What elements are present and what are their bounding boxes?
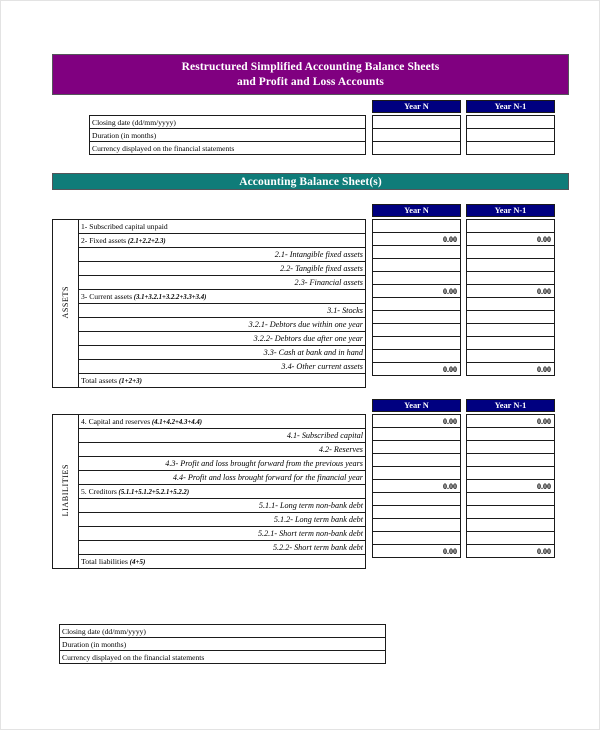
table-row — [373, 116, 461, 129]
table-row — [467, 259, 555, 272]
table-row — [373, 506, 461, 519]
assets-value-year-n-4[interactable] — [373, 272, 461, 285]
liabilities-values-year-n-body — [373, 415, 461, 558]
liabilities-row-label-4: 4.4- Profit and loss brought forward for the financial year — [79, 471, 366, 485]
assets-column-header-year-n-1: Year N-1 — [466, 204, 555, 217]
table-row — [60, 651, 386, 664]
table-row — [373, 324, 461, 337]
table-row — [53, 527, 366, 541]
liabilities-row-formula-5: (5.1.1+5.1.2+5.2.1+5.2.2) — [116, 489, 190, 496]
assets-value-year-n-1[interactable]: 0.00 — [373, 233, 461, 246]
liabilities-value-year-n-4[interactable] — [373, 467, 461, 480]
table-row — [53, 234, 366, 248]
liabilities-value-year-n-2[interactable] — [373, 441, 461, 454]
assets-values-year-n-1-body — [467, 220, 555, 376]
table-row — [467, 532, 555, 545]
table-row — [467, 324, 555, 337]
assets-value-year-n-1-1[interactable]: 0.00 — [467, 233, 555, 246]
meta-bottom-row-label-0: Closing date (dd/mm/yyyy) — [60, 625, 386, 638]
table-row — [467, 467, 555, 480]
table-row — [53, 429, 366, 443]
meta-table-bottom-body — [60, 625, 386, 664]
table-row — [90, 116, 366, 129]
liabilities-value-year-n-1-9[interactable] — [467, 532, 555, 545]
assets-table — [52, 219, 366, 388]
table-row — [373, 129, 461, 142]
document-title-banner — [52, 54, 569, 95]
table-row — [467, 311, 555, 324]
liabilities-value-year-n-0[interactable]: 0.00 — [373, 415, 461, 428]
table-row — [467, 545, 555, 558]
assets-value-year-n-7[interactable] — [373, 311, 461, 324]
table-row — [373, 545, 461, 558]
assets-row-label-10: 3.4- Other current assets — [79, 360, 366, 374]
table-row — [53, 346, 366, 360]
table-row — [53, 318, 366, 332]
table-row — [467, 298, 555, 311]
table-row — [467, 246, 555, 259]
section-heading-banner: Accounting Balance Sheet(s) — [52, 173, 569, 190]
assets-value-year-n-1-0[interactable] — [467, 220, 555, 233]
liabilities-row-label-2: 4.2- Reserves — [79, 443, 366, 457]
liabilities-table-body — [53, 415, 366, 569]
assets-row-label-4: 2.3- Financial assets — [79, 276, 366, 290]
table-row — [373, 532, 461, 545]
table-row — [53, 290, 366, 304]
table-row — [467, 142, 555, 155]
table-row — [467, 337, 555, 350]
table-row — [373, 441, 461, 454]
table-row — [467, 129, 555, 142]
table-row — [373, 311, 461, 324]
table-row — [53, 513, 366, 527]
table-row — [53, 457, 366, 471]
assets-value-year-n-1-11[interactable]: 0.00 — [467, 363, 555, 376]
year-header-row-assets — [372, 204, 555, 217]
meta-value-year-n-1-cell-0[interactable] — [467, 116, 555, 129]
meta-values-year-n[interactable] — [372, 115, 461, 155]
meta-values-year-n-1-body — [467, 116, 555, 155]
year-header-row-liabilities — [372, 399, 555, 412]
table-row — [53, 443, 366, 457]
table-row — [53, 374, 366, 388]
table-row — [467, 506, 555, 519]
table-row — [373, 233, 461, 246]
meta-row-label-1: Duration (in months) — [90, 129, 366, 142]
meta-bottom-row-label-1: Duration (in months) — [60, 638, 386, 651]
liabilities-column-header-year-n: Year N — [372, 399, 461, 412]
table-row — [373, 428, 461, 441]
table-row — [53, 262, 366, 276]
liabilities-row-label-5: 5. Creditors (5.1.1+5.1.2+5.2.1+5.2.2) — [79, 485, 366, 499]
liabilities-row-label-10: Total liabilities (4+5) — [79, 555, 366, 569]
meta-value-year-n-1-cell-2[interactable] — [467, 142, 555, 155]
table-row — [467, 233, 555, 246]
meta-row-label-2: Currency displayed on the financial statements — [90, 142, 366, 155]
meta-value-year-n-cell-1[interactable] — [373, 129, 461, 142]
column-header-year-n-1: Year N-1 — [466, 100, 555, 113]
table-row — [373, 259, 461, 272]
document-title-line2: and Profit and Loss Accounts — [236, 75, 384, 88]
assets-row-label-9: 3.3- Cash at bank and in hand — [79, 346, 366, 360]
assets-value-year-n-1-7[interactable] — [467, 311, 555, 324]
liabilities-value-year-n-1-10[interactable]: 0.00 — [467, 545, 555, 558]
assets-row-formula-5: (3.1+3.2.1+3.2.2+3.3+3.4) — [132, 294, 207, 301]
assets-row-formula-1: (2.1+2.2+2.3) — [126, 238, 166, 245]
year-header-row-top — [372, 100, 555, 113]
assets-value-year-n-1-8[interactable] — [467, 324, 555, 337]
assets-values-year-n[interactable] — [372, 219, 461, 376]
table-row — [53, 276, 366, 290]
assets-table-body — [53, 220, 366, 388]
table-row — [53, 555, 366, 569]
table-row — [90, 142, 366, 155]
table-row — [373, 480, 461, 493]
table-row — [467, 519, 555, 532]
assets-value-year-n-5[interactable]: 0.00 — [373, 285, 461, 298]
meta-bottom-row-label-2: Currency displayed on the financial statements — [60, 651, 386, 664]
table-row — [373, 337, 461, 350]
document-title-line1: Restructured Simplified Accounting Balance Sheets — [181, 61, 440, 73]
liabilities-value-year-n-3[interactable] — [373, 454, 461, 467]
assets-value-year-n-11[interactable]: 0.00 — [373, 363, 461, 376]
table-row — [467, 285, 555, 298]
liabilities-value-year-n-9[interactable] — [373, 532, 461, 545]
assets-row-label-0: 1- Subscribed capital unpaid — [79, 220, 366, 234]
liabilities-value-year-n-1[interactable] — [373, 428, 461, 441]
liabilities-value-year-n-1-1[interactable] — [467, 428, 555, 441]
table-row — [467, 415, 555, 428]
meta-value-year-n-cell-2[interactable] — [373, 142, 461, 155]
table-row — [467, 428, 555, 441]
meta-table-bottom — [59, 624, 386, 664]
meta-value-year-n-1-cell-1[interactable] — [467, 129, 555, 142]
liabilities-table — [52, 414, 366, 569]
assets-value-year-n-1-3[interactable] — [467, 259, 555, 272]
liabilities-values-year-n[interactable] — [372, 414, 461, 558]
meta-values-year-n-1[interactable] — [466, 115, 555, 155]
liabilities-row-label-7: 5.1.2- Long term bank debt — [79, 513, 366, 527]
table-row — [467, 454, 555, 467]
assets-value-year-n-3[interactable] — [373, 259, 461, 272]
assets-side-label — [53, 220, 79, 388]
liabilities-value-year-n-1-0[interactable]: 0.00 — [467, 415, 555, 428]
table-row — [373, 363, 461, 376]
assets-values-year-n-body — [373, 220, 461, 376]
table-row — [373, 454, 461, 467]
table-row — [467, 350, 555, 363]
assets-row-label-11: Total assets (1+2+3) — [79, 374, 366, 388]
liabilities-values-year-n-1-body — [467, 415, 555, 558]
assets-value-year-n-1-4[interactable] — [467, 272, 555, 285]
meta-row-label-0: Closing date (dd/mm/yyyy) — [90, 116, 366, 129]
table-row — [373, 272, 461, 285]
assets-value-year-n-10[interactable] — [373, 350, 461, 363]
table-row — [467, 272, 555, 285]
table-row — [53, 541, 366, 555]
meta-table-top — [89, 115, 366, 155]
liabilities-row-label-3: 4.3- Profit and loss brought forward from the previous years — [79, 457, 366, 471]
assets-value-year-n-1-6[interactable] — [467, 298, 555, 311]
table-row — [53, 332, 366, 346]
liabilities-value-year-n-10[interactable]: 0.00 — [373, 545, 461, 558]
assets-row-label-2: 2.1- Intangible fixed assets — [79, 248, 366, 262]
liabilities-row-label-8: 5.2.1- Short term non-bank debt — [79, 527, 366, 541]
liabilities-side-label — [53, 415, 79, 569]
liabilities-values-year-n-1[interactable] — [466, 414, 555, 558]
table-row — [467, 116, 555, 129]
liabilities-value-year-n-7[interactable] — [373, 506, 461, 519]
liabilities-row-formula-0: (4.1+4.2+4.3+4.4) — [150, 419, 203, 426]
liabilities-value-year-n-6[interactable] — [373, 493, 461, 506]
liabilities-value-year-n-1-6[interactable] — [467, 493, 555, 506]
table-row — [373, 246, 461, 259]
table-row — [60, 638, 386, 651]
table-row — [53, 360, 366, 374]
assets-row-formula-11: (1+2+3) — [117, 377, 142, 385]
assets-value-year-n-9[interactable] — [373, 337, 461, 350]
liabilities-value-year-n-1-5[interactable]: 0.00 — [467, 480, 555, 493]
table-row — [467, 441, 555, 454]
liabilities-row-label-0: 4. Capital and reserves (4.1+4.2+4.3+4.4) — [79, 415, 366, 429]
liabilities-value-year-n-8[interactable] — [373, 519, 461, 532]
table-row — [373, 220, 461, 233]
table-row — [373, 415, 461, 428]
meta-value-year-n-cell-0[interactable] — [373, 116, 461, 129]
assets-column-header-year-n: Year N — [372, 204, 461, 217]
meta-values-year-n-body — [373, 116, 461, 155]
assets-row-label-8: 3.2.2- Debtors due after one year — [79, 332, 366, 346]
assets-row-label-1: 2- Fixed assets (2.1+2.2+2.3) — [79, 234, 366, 248]
assets-value-year-n-1-10[interactable] — [467, 350, 555, 363]
assets-value-year-n-1-5[interactable]: 0.00 — [467, 285, 555, 298]
liabilities-value-year-n-1-2[interactable] — [467, 441, 555, 454]
assets-row-label-3: 2.2- Tangible fixed assets — [79, 262, 366, 276]
assets-value-year-n-1-2[interactable] — [467, 246, 555, 259]
table-row — [60, 625, 386, 638]
liabilities-value-year-n-5[interactable]: 0.00 — [373, 480, 461, 493]
assets-row-label-6: 3.1- Stocks — [79, 304, 366, 318]
assets-row-label-7: 3.2.1- Debtors due within one year — [79, 318, 366, 332]
liabilities-row-label-6: 5.1.1- Long term non-bank debt — [79, 499, 366, 513]
assets-value-year-n-2[interactable] — [373, 246, 461, 259]
liabilities-value-year-n-1-7[interactable] — [467, 506, 555, 519]
table-row — [373, 285, 461, 298]
table-row — [373, 142, 461, 155]
table-row — [53, 471, 366, 485]
column-header-year-n: Year N — [372, 100, 461, 113]
liabilities-row-label-9: 5.2.2- Short term bank debt — [79, 541, 366, 555]
table-row — [53, 220, 366, 234]
table-row — [53, 415, 366, 429]
table-row — [53, 248, 366, 262]
table-row — [373, 519, 461, 532]
table-row — [373, 493, 461, 506]
liabilities-row-label-1: 4.1- Subscribed capital — [79, 429, 366, 443]
table-row — [90, 129, 366, 142]
table-row — [373, 350, 461, 363]
table-row — [53, 304, 366, 318]
assets-row-label-5: 3- Current assets (3.1+3.2.1+3.2.2+3.3+3.4) — [79, 290, 366, 304]
table-row — [467, 493, 555, 506]
meta-table-top-body — [90, 116, 366, 155]
assets-side-label-text: ASSETS — [61, 286, 70, 319]
liabilities-value-year-n-1-4[interactable] — [467, 467, 555, 480]
liabilities-side-label-text: LIABILITIES — [61, 464, 70, 517]
table-row — [467, 480, 555, 493]
liabilities-value-year-n-1-8[interactable] — [467, 519, 555, 532]
table-row — [373, 298, 461, 311]
table-row — [53, 485, 366, 499]
table-row — [467, 363, 555, 376]
table-row — [467, 220, 555, 233]
table-row — [53, 499, 366, 513]
assets-value-year-n-6[interactable] — [373, 298, 461, 311]
assets-values-year-n-1[interactable] — [466, 219, 555, 376]
assets-value-year-n-0[interactable] — [373, 220, 461, 233]
liabilities-column-header-year-n-1: Year N-1 — [466, 399, 555, 412]
liabilities-row-formula-10: (4+5) — [127, 558, 146, 566]
assets-value-year-n-8[interactable] — [373, 324, 461, 337]
liabilities-value-year-n-1-3[interactable] — [467, 454, 555, 467]
table-row — [373, 467, 461, 480]
assets-value-year-n-1-9[interactable] — [467, 337, 555, 350]
